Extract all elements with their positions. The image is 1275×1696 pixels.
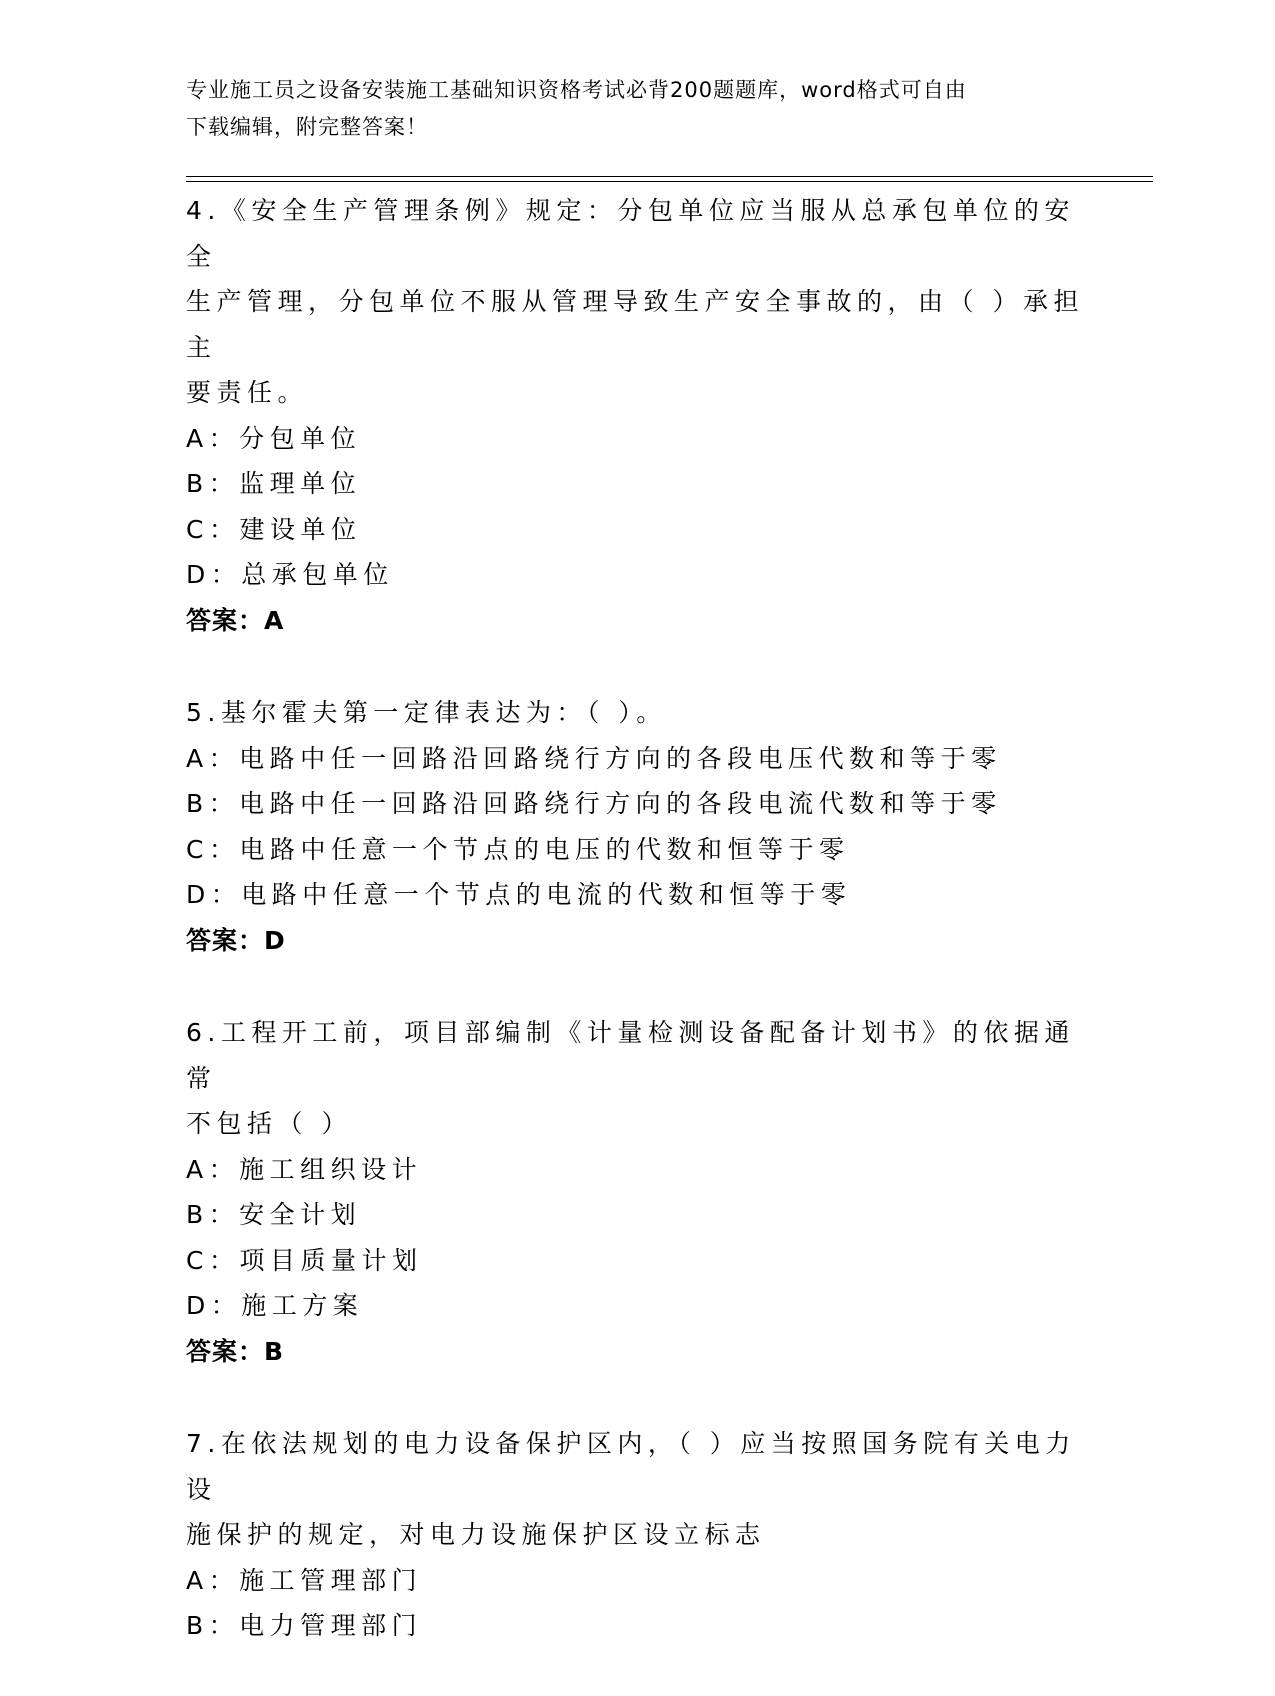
document-header bbox=[186, 72, 1066, 146]
option-c: C：建设单位 bbox=[186, 514, 362, 544]
header-line-2: 下载编辑，附完整答案！ bbox=[186, 115, 428, 139]
question-5 bbox=[186, 690, 1086, 963]
option-b: B：电力管理部门 bbox=[186, 1611, 423, 1640]
question-text-line: 5.基尔霍夫第一定律表达为：（ ）。 bbox=[186, 698, 667, 727]
option-d: D：施工方案 bbox=[186, 1291, 364, 1320]
option-c: C：电路中任意一个节点的电压的代数和恒等于零 bbox=[186, 834, 850, 864]
option-c: C：项目质量计划 bbox=[186, 1245, 423, 1275]
question-text-line: 施保护的规定，对电力设施保护区设立标志 bbox=[186, 1520, 766, 1549]
question-text-line: 7.在依法规划的电力设备保护区内，（ ）应当按照国务院有关电力设 bbox=[186, 1429, 1076, 1504]
question-text-line: 要责任。 bbox=[186, 378, 309, 407]
option-b: B：安全计划 bbox=[186, 1200, 362, 1229]
question-6 bbox=[186, 1010, 1086, 1374]
option-a: A：施工管理部门 bbox=[186, 1565, 423, 1595]
question-7 bbox=[186, 1421, 1086, 1649]
header-divider-top bbox=[186, 176, 1153, 177]
option-a: A：电路中任一回路沿回路绕行方向的各段电压代数和等于零 bbox=[186, 743, 1002, 773]
question-text-line: 生产管理，分包单位不服从管理导致生产安全事故的，由（ ）承担主 bbox=[186, 287, 1084, 362]
option-b: B：电路中任一回路沿回路绕行方向的各段电流代数和等于零 bbox=[186, 789, 1002, 818]
answer-label: 答案：D bbox=[186, 925, 286, 955]
answer-label: 答案：A bbox=[186, 605, 285, 635]
question-list bbox=[186, 188, 1086, 1696]
option-a: A：施工组织设计 bbox=[186, 1154, 423, 1184]
option-a: A：分包单位 bbox=[186, 423, 362, 453]
header-line-1: 专业施工员之设备安装施工基础知识资格考试必背200题题库，word格式可自由 bbox=[186, 78, 967, 102]
option-d: D：总承包单位 bbox=[186, 560, 394, 589]
header-divider-bottom bbox=[186, 181, 1153, 182]
question-text-line: 4.《安全生产管理条例》规定：分包单位应当服从总承包单位的安全 bbox=[186, 196, 1075, 271]
option-d: D：电路中任意一个节点的电流的代数和恒等于零 bbox=[186, 880, 852, 909]
answer-label: 答案：B bbox=[186, 1336, 285, 1366]
question-4 bbox=[186, 188, 1086, 643]
question-text-line: 不包括（ ） bbox=[186, 1109, 352, 1138]
option-b: B：监理单位 bbox=[186, 469, 362, 498]
question-text-line: 6.工程开工前，项目部编制《计量检测设备配备计划书》的依据通常 bbox=[186, 1018, 1075, 1093]
